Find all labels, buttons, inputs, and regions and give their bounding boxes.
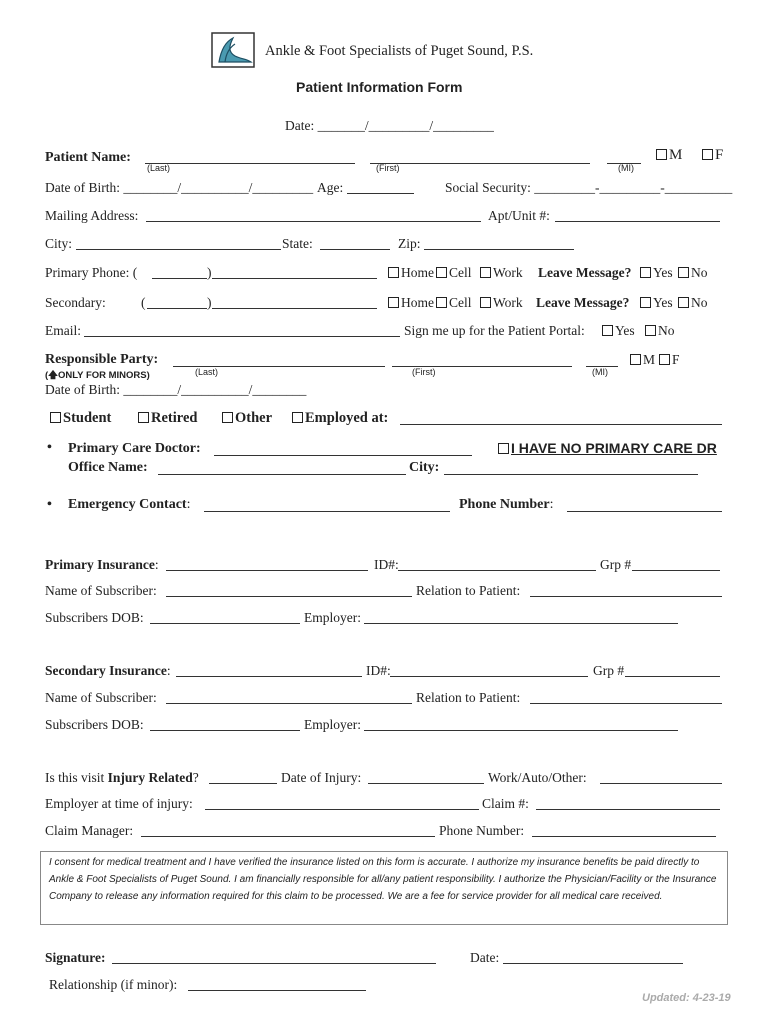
office-city-field[interactable] xyxy=(444,463,698,475)
responsible-last-field[interactable] xyxy=(173,355,385,367)
secondary-grp-field[interactable] xyxy=(625,665,720,677)
responsible-party-label: Responsible Party: xyxy=(45,352,159,367)
primary-insurance-field[interactable] xyxy=(166,559,368,571)
responsible-first-field[interactable] xyxy=(392,355,572,367)
signature-field[interactable] xyxy=(112,952,436,964)
secondary-work-checkbox[interactable]: Work xyxy=(480,295,523,311)
injury-question: Is this visit Injury Related? xyxy=(45,770,199,785)
responsible-mi-field[interactable] xyxy=(586,355,618,367)
no-pcp-checkbox[interactable]: I HAVE NO PRIMARY CARE DR xyxy=(498,440,717,456)
email-label: Email: xyxy=(45,323,81,338)
consent-statement: I consent for medical treatment and I have verified the insurance listed on this form is accurate. I authorize my insurance benefits be paid directly to Ankle & Foot Specialists of Puget Sound. I am financially responsible for all/any patient responsibility. I authorize the Physician/Facility or the Insurance Company to release any information required for this claim to be processed. We are a fee for service provider for all medical care received. xyxy=(40,851,728,925)
primary-subscriber-dob-label: Subscribers DOB: xyxy=(45,610,144,625)
secondary-grp-label: Grp # xyxy=(593,663,625,678)
checkbox-icon xyxy=(436,297,447,308)
sex-female-checkbox[interactable]: F xyxy=(702,147,723,164)
secondary-insurance-label: Secondary Insurance: xyxy=(45,663,171,678)
emergency-phone-field[interactable] xyxy=(567,500,722,512)
checkbox-icon xyxy=(292,412,303,423)
patient-last-hint: (Last) xyxy=(147,163,171,173)
portal-no-checkbox[interactable]: No xyxy=(645,323,675,339)
emergency-phone-label: Phone Number: xyxy=(459,497,554,512)
mailing-address-field[interactable] xyxy=(146,210,481,222)
patient-dob-field[interactable]: Date of Birth: ________/__________/_________ xyxy=(45,180,314,195)
primary-grp-label: Grp # xyxy=(600,557,632,572)
claim-number-field[interactable] xyxy=(536,798,720,810)
primary-employer-field[interactable] xyxy=(364,612,678,624)
updated-date: Updated: 4-23-19 xyxy=(642,992,731,1004)
sex-male-checkbox[interactable]: M xyxy=(656,147,682,164)
state-field[interactable] xyxy=(320,238,390,250)
injury-related-field[interactable] xyxy=(209,772,277,784)
primary-id-field[interactable] xyxy=(398,559,596,571)
primary-phone-area-field[interactable] xyxy=(152,267,207,279)
zip-field[interactable] xyxy=(424,238,574,250)
pcp-field[interactable] xyxy=(214,444,472,456)
responsible-last-hint: (Last) xyxy=(195,367,219,377)
checkbox-icon xyxy=(388,297,399,308)
injury-employer-field[interactable] xyxy=(205,798,479,810)
portal-yes-checkbox[interactable]: Yes xyxy=(602,323,635,339)
checkbox-icon xyxy=(678,267,689,278)
secondary-relation-label: Relation to Patient: xyxy=(416,690,521,705)
responsible-female-checkbox[interactable]: F xyxy=(659,352,680,368)
checkbox-icon xyxy=(50,412,61,423)
emergency-contact-field[interactable] xyxy=(204,500,450,512)
age-label: Age: xyxy=(317,180,344,195)
paren-close: ) xyxy=(207,295,212,310)
checkbox-icon xyxy=(480,267,491,278)
checkbox-icon xyxy=(602,325,613,336)
secondary-id-field[interactable] xyxy=(390,665,588,677)
patient-mi-hint: (MI) xyxy=(618,163,634,173)
checkbox-icon xyxy=(498,443,509,454)
primary-phone-field[interactable] xyxy=(212,267,377,279)
secondary-leave-message-label: Leave Message? xyxy=(536,295,630,310)
secondary-subscriber-label: Name of Subscriber: xyxy=(45,690,157,705)
minors-note: (🡅ONLY FOR MINORS) xyxy=(45,370,150,381)
secondary-cell-checkbox[interactable]: Cell xyxy=(436,295,472,311)
checkbox-icon xyxy=(702,149,713,160)
responsible-first-hint: (First) xyxy=(412,367,436,377)
claim-manager-label: Claim Manager: xyxy=(45,823,134,838)
pcp-label: Primary Care Doctor: xyxy=(68,441,201,456)
office-city-label: City: xyxy=(409,460,440,475)
secondary-message-yes-checkbox[interactable]: Yes xyxy=(640,295,673,311)
patient-first-name-field[interactable] xyxy=(370,152,590,164)
employed-checkbox[interactable]: Employed at: xyxy=(292,410,388,427)
injury-date-label: Date of Injury: xyxy=(281,770,362,785)
arrow-up-icon: 🡅 xyxy=(48,370,58,381)
injury-employer-label: Employer at time of injury: xyxy=(45,796,193,811)
checkbox-icon xyxy=(645,325,656,336)
primary-message-yes-checkbox[interactable]: Yes xyxy=(640,265,673,281)
checkbox-icon xyxy=(388,267,399,278)
form-date-field[interactable]: Date: _______/_________/_________ xyxy=(285,118,494,133)
secondary-phone-field[interactable] xyxy=(212,297,377,309)
secondary-id-label: ID#: xyxy=(366,663,391,678)
patient-last-name-field[interactable] xyxy=(145,152,355,164)
email-field[interactable] xyxy=(84,325,400,337)
secondary-employer-label: Employer: xyxy=(304,717,361,732)
primary-message-no-checkbox[interactable]: No xyxy=(678,265,708,281)
primary-relation-label: Relation to Patient: xyxy=(416,583,521,598)
primary-grp-field[interactable] xyxy=(632,559,720,571)
secondary-relation-field[interactable] xyxy=(530,692,722,704)
claim-phone-label: Phone Number: xyxy=(439,823,525,838)
claim-number-label: Claim #: xyxy=(482,796,529,811)
checkbox-icon xyxy=(656,149,667,160)
checkbox-icon xyxy=(659,354,670,365)
ssn-field[interactable]: Social Security: _________-_________-__________ xyxy=(445,180,733,195)
office-name-label: Office Name: xyxy=(68,460,148,475)
paren-close: ) xyxy=(207,265,212,280)
primary-employer-label: Employer: xyxy=(304,610,361,625)
checkbox-icon xyxy=(640,297,651,308)
primary-insurance-label: Primary Insurance: xyxy=(45,557,159,572)
secondary-employer-field[interactable] xyxy=(364,719,678,731)
form-title: Patient Information Form xyxy=(296,79,463,95)
injury-type-field[interactable] xyxy=(600,772,722,784)
age-field[interactable] xyxy=(347,182,414,194)
primary-subscriber-field[interactable] xyxy=(166,585,412,597)
injury-type-label: Work/Auto/Other: xyxy=(488,770,587,785)
apt-label: Apt/Unit #: xyxy=(488,208,550,223)
retired-checkbox[interactable]: Retired xyxy=(138,410,197,427)
secondary-message-no-checkbox[interactable]: No xyxy=(678,295,708,311)
primary-relation-field[interactable] xyxy=(530,585,722,597)
primary-subscriber-dob-field[interactable] xyxy=(150,612,300,624)
secondary-subscriber-dob-label: Subscribers DOB: xyxy=(45,717,144,732)
injury-date-field[interactable] xyxy=(368,772,484,784)
relationship-label: Relationship (if minor): xyxy=(49,977,178,992)
secondary-phone-label: Secondary: xyxy=(45,295,106,310)
checkbox-icon xyxy=(640,267,651,278)
primary-id-label: ID#: xyxy=(374,557,399,572)
checkbox-icon xyxy=(222,412,233,423)
patient-first-hint: (First) xyxy=(376,163,400,173)
signature-date-field[interactable] xyxy=(503,952,683,964)
primary-leave-message-label: Leave Message? xyxy=(538,265,632,280)
portal-label: Sign me up for the Patient Portal: xyxy=(404,323,585,338)
secondary-subscriber-dob-field[interactable] xyxy=(150,719,300,731)
city-field[interactable] xyxy=(76,238,281,250)
primary-subscriber-label: Name of Subscriber: xyxy=(45,583,157,598)
responsible-mi-hint: (MI) xyxy=(592,367,608,377)
apt-field[interactable] xyxy=(555,210,720,222)
primary-cell-checkbox[interactable]: Cell xyxy=(436,265,472,281)
signature-date-label: Date: xyxy=(470,950,500,965)
bullet: • xyxy=(47,497,52,512)
city-label: City: xyxy=(45,236,73,251)
responsible-dob-field[interactable]: Date of Birth: ________/__________/________ xyxy=(45,382,307,397)
checkbox-icon xyxy=(436,267,447,278)
employer-field[interactable] xyxy=(400,413,722,425)
checkbox-icon xyxy=(480,297,491,308)
other-checkbox[interactable]: Other xyxy=(222,410,272,427)
primary-work-checkbox[interactable]: Work xyxy=(480,265,523,281)
secondary-subscriber-field[interactable] xyxy=(166,692,412,704)
claim-phone-field[interactable] xyxy=(532,825,716,837)
secondary-home-checkbox[interactable]: Home xyxy=(388,295,434,311)
state-label: State: xyxy=(282,236,313,251)
relationship-field[interactable] xyxy=(188,979,366,991)
practice-name: Ankle & Foot Specialists of Puget Sound, P.S. xyxy=(265,43,534,59)
checkbox-icon xyxy=(138,412,149,423)
zip-label: Zip: xyxy=(398,236,421,251)
bullet: • xyxy=(47,440,52,455)
student-checkbox[interactable]: Student xyxy=(50,410,111,427)
signature-label: Signature: xyxy=(45,950,106,965)
claim-manager-field[interactable] xyxy=(141,825,435,837)
mailing-address-label: Mailing Address: xyxy=(45,208,139,223)
checkbox-icon xyxy=(630,354,641,365)
primary-phone-label: Primary Phone: ( xyxy=(45,265,138,280)
paren-open: ( xyxy=(141,295,146,310)
practice-logo xyxy=(211,32,255,68)
patient-name-label: Patient Name: xyxy=(45,150,131,165)
office-name-field[interactable] xyxy=(158,463,406,475)
emergency-contact-label: Emergency Contact: xyxy=(68,497,191,512)
secondary-phone-area-field[interactable] xyxy=(147,297,207,309)
responsible-male-checkbox[interactable]: M xyxy=(630,352,655,368)
checkbox-icon xyxy=(678,297,689,308)
primary-home-checkbox[interactable]: Home xyxy=(388,265,434,281)
secondary-insurance-field[interactable] xyxy=(176,665,362,677)
